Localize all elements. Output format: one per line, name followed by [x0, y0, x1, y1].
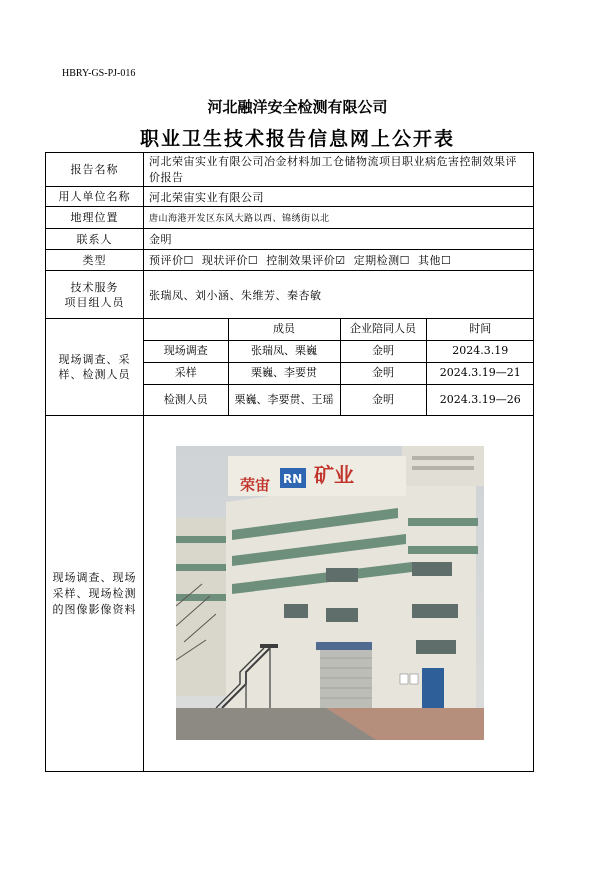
sign-text-2: 矿业 [314, 463, 354, 487]
photo-cell [144, 416, 534, 772]
disclosure-table [45, 152, 534, 772]
survey-role: 采样 [144, 362, 228, 384]
employer-label: 用人单位名称 [46, 187, 144, 207]
team-value: 张瑞凤、刘小涵、朱维芳、秦杏敏 [144, 271, 534, 319]
type-label: 类型 [46, 250, 144, 271]
survey-members: 栗巍、李要贯、王瑶 [228, 384, 340, 415]
survey-time: 2024.3.19 [426, 340, 534, 362]
photo-label: 现场调查、现场采样、现场检测的图像影像资料 [46, 416, 144, 772]
survey-subtable [144, 319, 534, 415]
survey-header-time: 时间 [426, 319, 534, 340]
page-title: 职业卫生技术报告信息网上公开表 [139, 128, 455, 150]
table-row [144, 362, 534, 384]
row-location [46, 207, 534, 229]
contact-value: 金明 [144, 229, 534, 250]
sign-text: 荣宙 [240, 476, 271, 494]
survey-time: 2024.3.19—26 [439, 392, 521, 406]
table-row [144, 340, 534, 362]
table-row [144, 384, 534, 415]
survey-header-role [144, 319, 228, 340]
survey-time: 2024.3.19—21 [426, 362, 534, 384]
survey-escort: 金明 [340, 384, 426, 415]
row-team [46, 271, 534, 319]
row-photo [46, 416, 534, 772]
location-label: 地理位置 [46, 207, 144, 229]
side-building [176, 518, 234, 696]
location-value: 唐山海港开发区东风大路以西、锦绣街以北 [144, 207, 534, 229]
row-type [46, 250, 534, 271]
row-contact [46, 229, 534, 250]
survey-subtable-cell [144, 319, 534, 416]
team-label-line1: 技术服务 [70, 280, 119, 294]
contact-label: 联系人 [46, 229, 144, 250]
team-label-line2: 项目组人员 [64, 295, 125, 309]
rolling-door [320, 650, 372, 708]
survey-members: 栗巍、李要贯 [228, 362, 340, 384]
team-label [46, 271, 144, 319]
factory-building-image [176, 446, 484, 740]
svg-text:RN: RN [283, 472, 303, 486]
type-option-control: 控制效果评价☑ [266, 254, 346, 267]
survey-escort: 金明 [340, 362, 426, 384]
survey-header-members: 成员 [228, 319, 340, 340]
site-photo [176, 446, 484, 740]
row-report-name [46, 153, 534, 187]
type-option-other: 其他☐ [418, 254, 452, 267]
survey-role: 检测人员 [144, 384, 228, 415]
survey-role: 现场调查 [144, 340, 228, 362]
row-survey [46, 319, 534, 416]
survey-escort: 金明 [340, 340, 426, 362]
side-door [422, 668, 444, 708]
survey-header-row [144, 319, 534, 340]
report-name-label: 报告名称 [46, 153, 144, 187]
type-option-current: 现状评价☐ [201, 254, 259, 267]
survey-label: 现场调查、采样、检测人员 [46, 319, 144, 416]
type-option-periodic: 定期检测☐ [353, 254, 410, 267]
document-code: HBRY-GS-PJ-016 [62, 68, 136, 79]
company-name: 河北融洋安全检测有限公司 [207, 98, 388, 116]
employer-value: 河北荣宙实业有限公司 [144, 187, 534, 207]
type-options [144, 250, 534, 271]
type-option-pre: 预评价☐ [149, 254, 194, 267]
row-employer [46, 187, 534, 207]
survey-header-escort: 企业陪同人员 [340, 319, 426, 340]
report-name-value: 河北荣宙实业有限公司冶金材料加工仓储物流项目职业病危害控制效果评价报告 [144, 153, 534, 187]
survey-members: 张瑞凤、栗巍 [228, 340, 340, 362]
